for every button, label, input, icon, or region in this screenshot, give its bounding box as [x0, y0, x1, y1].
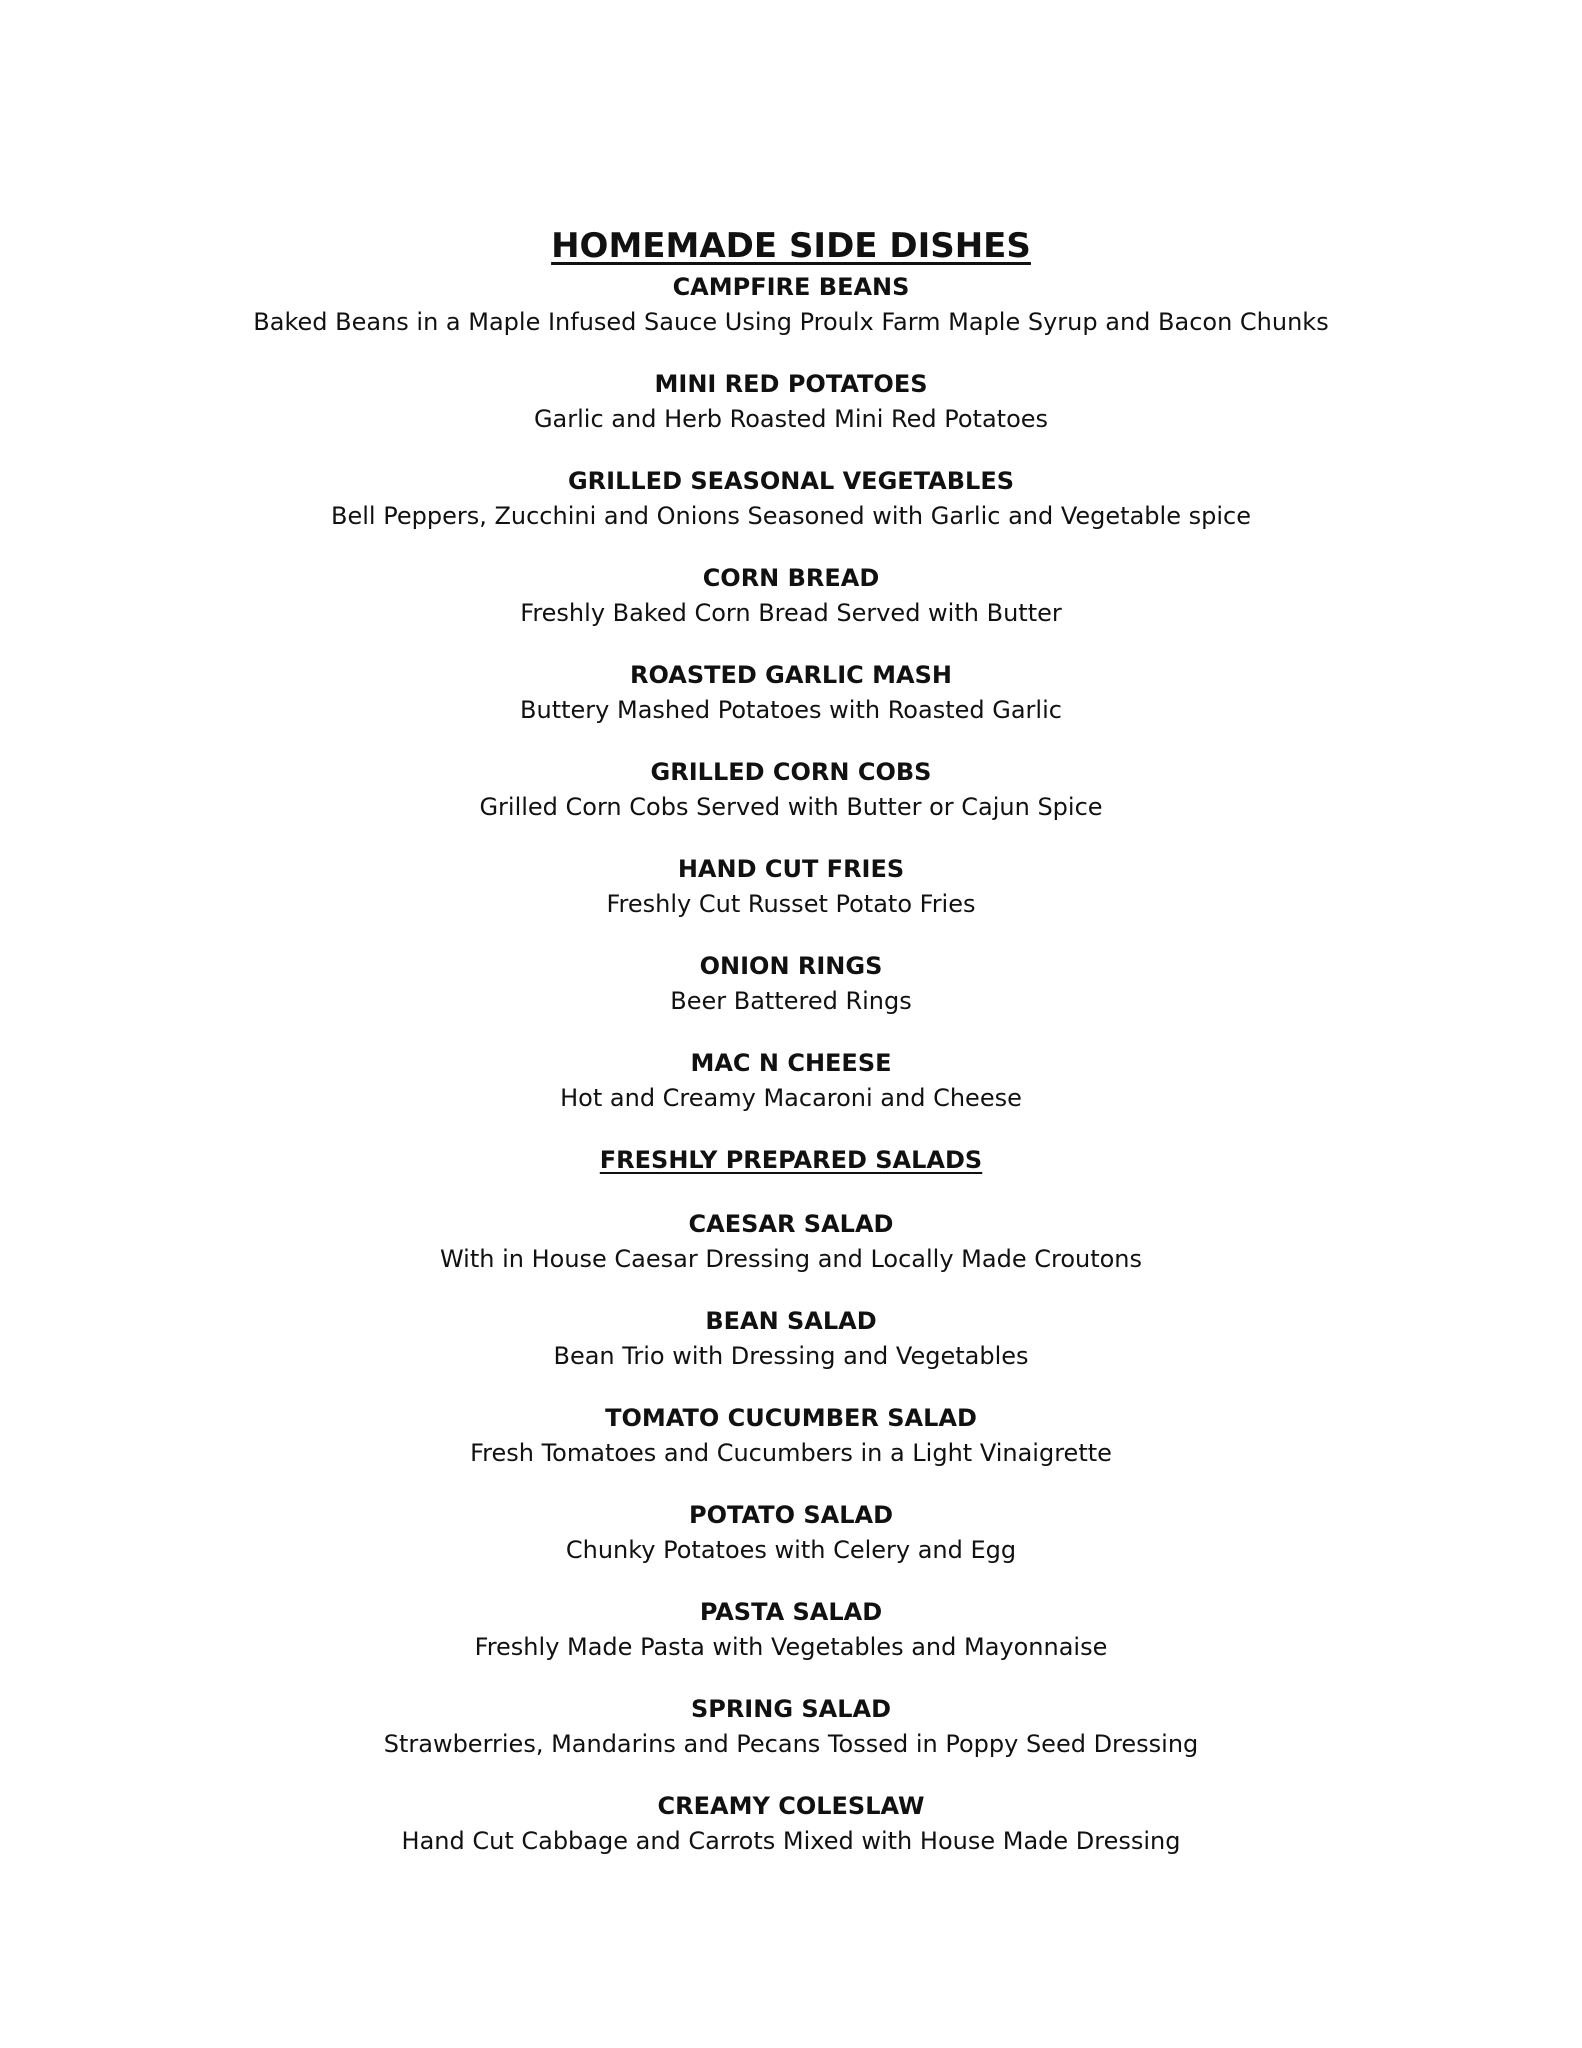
item-description: Baked Beans in a Maple Infused Sauce Using Proulx Farm Maple Syrup and Bacon Chunks [253, 308, 1329, 336]
item-description: Freshly Made Pasta with Vegetables and Mayonnaise [474, 1633, 1108, 1661]
menu-item [0, 658, 1582, 728]
item-description: With in House Caesar Dressing and Locally Made Croutons [439, 1245, 1143, 1273]
item-description: Fresh Tomatoes and Cucumbers in a Light Vinaigrette [470, 1439, 1112, 1467]
salads-heading: FRESHLY PREPARED SALADS [599, 1146, 983, 1174]
item-name: GRILLED SEASONAL VEGETABLES [567, 467, 1015, 495]
menu-item [0, 1304, 1582, 1374]
menu-item [0, 270, 1582, 340]
item-name: HAND CUT FRIES [677, 855, 905, 883]
menu-item [0, 1498, 1582, 1568]
menu-item [0, 1401, 1582, 1471]
item-name: POTATO SALAD [689, 1501, 893, 1529]
item-name: CORN BREAD [702, 564, 880, 592]
item-description: Freshly Baked Corn Bread Served with Butter [520, 599, 1062, 627]
item-name: TOMATO CUCUMBER SALAD [605, 1404, 977, 1432]
item-name: CAMPFIRE BEANS [672, 273, 910, 301]
item-name: CREAMY COLESLAW [657, 1792, 925, 1820]
menu-item [0, 1207, 1582, 1277]
page-title: HOMEMADE SIDE DISHES [551, 226, 1031, 266]
menu-item [0, 949, 1582, 1019]
item-description: Freshly Cut Russet Potato Fries [606, 890, 976, 918]
item-description: Buttery Mashed Potatoes with Roasted Garlic [520, 696, 1062, 724]
item-description: Grilled Corn Cobs Served with Butter or Cajun Spice [479, 793, 1103, 821]
menu-item [0, 1595, 1582, 1665]
menu-item [0, 1692, 1582, 1762]
item-name: SPRING SALAD [690, 1695, 892, 1723]
menu-item [0, 464, 1582, 534]
item-name: BEAN SALAD [705, 1307, 877, 1335]
item-name: PASTA SALAD [699, 1598, 883, 1626]
item-description: Bell Peppers, Zucchini and Onions Seasoned with Garlic and Vegetable spice [331, 502, 1251, 530]
item-description: Hot and Creamy Macaroni and Cheese [560, 1084, 1022, 1112]
menu-item [0, 852, 1582, 922]
item-name: MAC N CHEESE [690, 1049, 892, 1077]
item-name: CAESAR SALAD [688, 1210, 894, 1238]
menu-item [0, 367, 1582, 437]
menu-item [0, 755, 1582, 825]
menu-item [0, 1789, 1582, 1859]
item-description: Beer Battered Rings [670, 987, 912, 1015]
side-dishes-section [0, 270, 1582, 1116]
menu-item [0, 1046, 1582, 1116]
salads-section [0, 1143, 1582, 1859]
item-description: Chunky Potatoes with Celery and Egg [565, 1536, 1017, 1564]
item-description: Hand Cut Cabbage and Carrots Mixed with House Made Dressing [401, 1827, 1181, 1855]
item-name: MINI RED POTATOES [654, 370, 928, 398]
item-name: GRILLED CORN COBS [650, 758, 932, 786]
item-name: ONION RINGS [699, 952, 883, 980]
item-description: Bean Trio with Dressing and Vegetables [553, 1342, 1029, 1370]
item-name: ROASTED GARLIC MASH [630, 661, 952, 689]
menu-item [0, 561, 1582, 631]
item-description: Garlic and Herb Roasted Mini Red Potatoes [533, 405, 1049, 433]
item-description: Strawberries, Mandarins and Pecans Tossed in Poppy Seed Dressing [383, 1730, 1199, 1758]
